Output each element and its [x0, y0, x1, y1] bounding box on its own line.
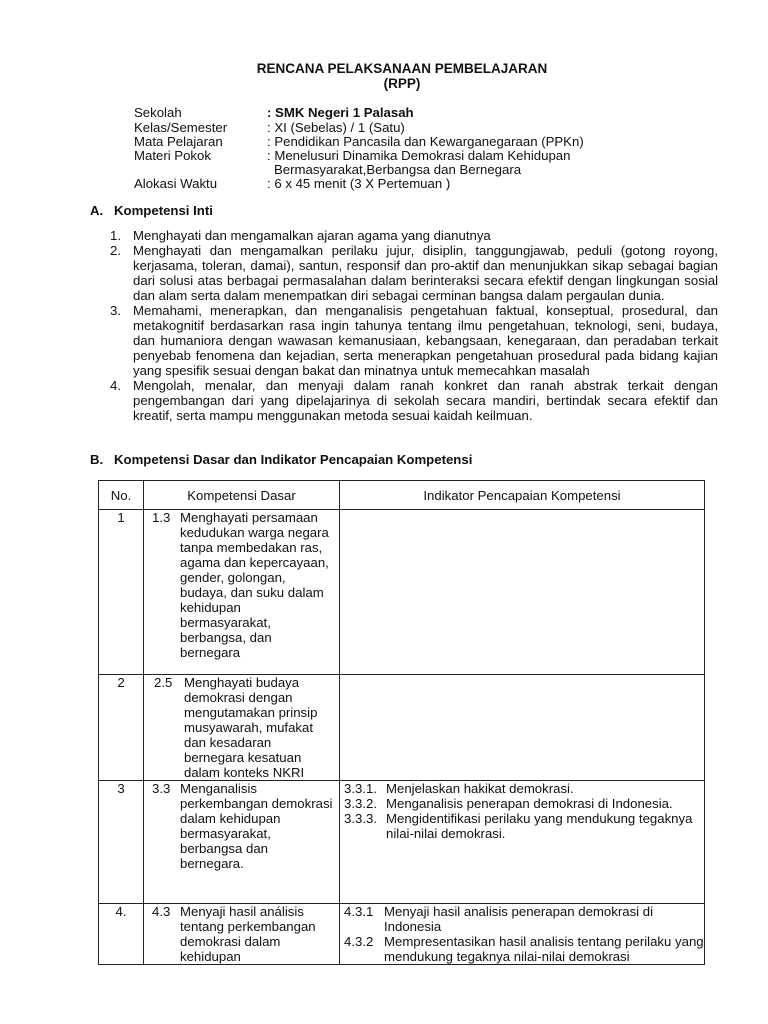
column-header: Kompetensi Dasar [144, 481, 340, 510]
row-number: 3 [99, 781, 144, 904]
kd-cell [144, 675, 340, 781]
kd-ipk-table [98, 480, 705, 965]
kd-text: Menyaji hasil análisis tentang perkembangan demokrasi dalam kehidupan [180, 904, 316, 964]
identity-value: : 6 x 45 menit (3 X Pertemuan ) [267, 176, 451, 191]
list-item: 3. Memahami, menerapkan, dan menganalisis pengetahuan faktual, konseptual, prosedural, dan metakognitif berdasarkan rasa ingin tahunya tentang ilmu pengetahuan, teknologi, seni, budaya, dan humaniora dengan wawasan kemanusiaan, kebangsaan, kenegaraan, dan peradaban terkait penyebab fenomena dan kejadian, serta menerapkan pengetahuan prosedural pada bidang kajian yang spesifik sesuai dengan bakat dan minatnya untuk memecahkan masalah [110, 303, 718, 378]
kd-text: Menganalisis perkembangan demokrasi dalam kehidupan bermasyarakat, berbangsa dan bernegara. [180, 781, 333, 871]
ipk-item: 3.3.2. Menganalisis penerapan demokrasi di Indonesia. [344, 796, 673, 811]
kd-cell [144, 781, 340, 904]
ipk-item: 4.3.1 Menyaji hasil analisis penerapan demokrasi di Indonesia [344, 904, 654, 934]
column-header: No. [99, 481, 144, 510]
column-header: Indikator Pencapaian Kompetensi [340, 481, 705, 510]
ipk-cell [340, 675, 705, 781]
table-row [99, 904, 705, 965]
identity-label: Materi Pokok [134, 148, 211, 163]
table-row [99, 510, 705, 675]
identity-label: Mata Pelajaran [134, 134, 223, 149]
kd-cell [144, 510, 340, 675]
row-number: 1 [99, 510, 144, 675]
identity-value: Bermasyarakat,Berbangsa dan Bernegara [274, 162, 522, 177]
identity-label: Kelas/Semester [134, 120, 228, 135]
kd-cell [144, 904, 340, 965]
row-number: 2 [99, 675, 144, 781]
section-a-heading [90, 203, 213, 218]
kd-number: 2.5 [154, 675, 173, 690]
ipk-item: 3.3.1. Menjelaskan hakikat demokrasi. [344, 781, 574, 796]
identity-label: Sekolah [134, 105, 182, 120]
document-subtitle: (RPP) [383, 76, 421, 91]
section-letter: A. [90, 203, 104, 218]
list-item: 2. Menghayati dan mengamalkan perilaku jujur, disiplin, tanggungjawab, peduli (gotong royong, kerjasama, toleran, damai), santun, responsif dan pro-aktif dan menunjukkan sikap sebagai bagian dari solusi atas berbagai permasalahan dalam berinteraksi secara efektif dengan lingkungan sosial dan alam serta dalam menempatkan diri sebagai cerminan bangsa dalam pergaulan dunia. [110, 243, 718, 303]
section-title: Kompetensi Dasar dan Indikator Pencapaian Kompetensi [114, 452, 473, 467]
section-letter: B. [90, 452, 104, 467]
table-row [99, 781, 705, 904]
identity-label: Alokasi Waktu [134, 176, 218, 191]
table-row [99, 675, 705, 781]
kd-number: 3.3 [152, 781, 171, 796]
list-item: 1. Menghayati dan mengamalkan ajaran agama yang dianutnya [110, 228, 491, 243]
identity-value: : XI (Sebelas) / 1 (Satu) [267, 120, 405, 135]
section-b-heading [90, 452, 472, 467]
list-item: 4. Mengolah, menalar, dan menyaji dalam ranah konkret dan ranah abstrak terkait dengan pengembangan dari yang dipelajarinya di sekolah secara mandiri, bertindak secara efektif dan kreatif, serta mampu menggunakan metoda sesuai kaidah keilmuan. [110, 378, 718, 423]
ipk-cell [340, 904, 705, 965]
section-title: Kompetensi Inti [114, 203, 213, 218]
ipk-cell [340, 781, 705, 904]
ipk-item: 4.3.2 Mempresentasikan hasil analisis tentang perilaku yang mendukung tegaknya nilai-nilai demokrasi [344, 934, 704, 964]
kompetensi-inti-list [110, 228, 718, 423]
row-number: 4. [99, 904, 144, 965]
identity-value: : Pendidikan Pancasila dan Kewarganegaraan (PPKn) [267, 134, 584, 149]
identity-value: : SMK Negeri 1 Palasah [267, 105, 414, 120]
ipk-cell [340, 510, 705, 675]
kd-text: Menghayati persamaan kedudukan warga negara tanpa membedakan ras, agama dan kepercayaan, gender, golongan, budaya, dan suku dalam kehidupan bermasyarakat, berbangsa, dan bernegara [180, 510, 329, 660]
table-header-row [99, 481, 705, 510]
kd-number: 4.3 [152, 904, 171, 919]
kd-number: 1.3 [152, 510, 171, 525]
ipk-item: 3.3.3. Mengidentifikasi perilaku yang mendukung tegaknya nilai-nilai demokrasi. [344, 811, 693, 841]
identity-value: : Menelusuri Dinamika Demokrasi dalam Kehidupan [267, 148, 571, 163]
document-title: RENCANA PELAKSANAAN PEMBELAJARAN [256, 61, 548, 76]
kd-text: Menghayati budaya demokrasi dengan mengutamakan prinsip musyawarah, mufakat dan kesadaran bernegara kesatuan dalam konteks NKRI [184, 675, 318, 780]
